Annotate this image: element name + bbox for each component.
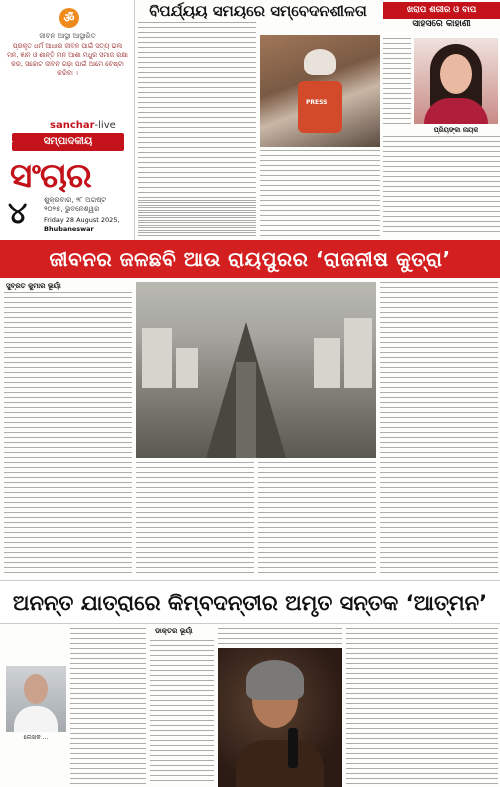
prayer-title: ଜୀବନ ଆସ୍ଥା ଆସ୍ଥାରିତ <box>39 32 96 40</box>
byline-lower: ଡାକ୍ତର ଭୂୟାଁ <box>155 627 193 635</box>
article-disaster-col1b <box>138 200 256 236</box>
author-caption-woman: ପ୍ରିୟଙ୍କା ନାୟକ <box>433 126 479 134</box>
newspaper-logo: ସଂଚାର <box>10 156 91 196</box>
author-photo-man <box>6 666 66 732</box>
masthead <box>0 0 135 240</box>
article-lower-col2 <box>150 640 214 784</box>
article-banner-col2 <box>136 462 254 577</box>
headline-right-bar: ଖରାପ ଶରୀର ଓ ବାପ <box>383 2 500 19</box>
microphone-shape <box>288 728 298 768</box>
odia-date-line1: ଶୁକ୍ରବାର, ୨୮ ଅଗଷ୍ଟ <box>44 196 107 204</box>
rescue-photo <box>260 35 380 147</box>
article-banner-col3 <box>258 462 376 577</box>
site-prefix: sanchar <box>50 120 95 131</box>
article-lower-col4 <box>346 628 498 784</box>
helmet-shape <box>304 49 336 75</box>
building-shape <box>344 318 372 388</box>
headline-disaster: ବିପର୍ଯ୍ୟୟ ସମୟରେ ସମ୍ବେଦନଶୀଳତା <box>149 2 367 20</box>
road-divider-shape <box>236 362 256 458</box>
place-name: Bhubaneswar <box>44 225 94 233</box>
prayer-text: ପ୍ରକୃତ ଧର୍ମ ଆଧାର ଜୀବନ ପାଇଁ ସତ୍ୟ ଭଲ ମନ, ଜ୍ଞାନ ଓ ଶାନ୍ତି ମନ ଆଶା ମଧୁର ସମାଜ ରକ୍ଷା କର, ସଚ୍ଚୋଟ ଜୀବନ ଗଢ଼ା ପାଇଁ ଆମେ ଚେଷ୍ଟା କରିବା । <box>7 42 128 77</box>
odia-date-line2: ୨୦୨୫, ଭୁବନେଶ୍ୱର <box>44 205 100 213</box>
head-shape <box>24 674 48 704</box>
headline-banner: ଜୀବନର ଜଳଛବି ଆଉ ରାୟପୁରର ‘ରାଜନୀଷ କୁତ୍ରା’ <box>0 240 500 278</box>
article-right-col-top <box>383 38 411 128</box>
building-shape <box>314 338 340 388</box>
building-shape <box>142 328 172 388</box>
headline-lower: ଅନନ୍ତ ଯାତ୍ରାରେ କିମ୍ବଦନ୍ତୀର ଅମୃତ ସନ୍ତକ ‘ଆତ୍ମନ’ <box>0 580 500 624</box>
odia-date <box>44 196 106 214</box>
article-lower-col3-top <box>218 628 342 646</box>
author-photo-woman <box>414 38 498 124</box>
city-road-photo <box>136 282 376 458</box>
pen-icon: ✒ <box>4 135 15 149</box>
article-banner-col1 <box>4 292 132 577</box>
author-caption-man: ଲେଖକ ... <box>23 734 49 741</box>
hair-shape <box>246 660 304 700</box>
site-suffix: -live <box>94 120 116 131</box>
vest-text: PRESS <box>306 99 328 106</box>
article-banner-col4 <box>380 282 498 577</box>
byline-banner: ସୁବ୍ରତ କୁମାର ଭୂୟାଁ <box>6 282 61 290</box>
article-lower-col1 <box>70 628 146 784</box>
singer-photo <box>218 648 342 787</box>
om-icon: ॐ <box>59 8 79 28</box>
building-shape <box>176 348 198 388</box>
body-shape <box>236 740 324 787</box>
article-disaster-col2 <box>260 150 380 236</box>
editorial-label: ସମ୍ପାଦକୀୟ <box>12 133 124 151</box>
face-shape <box>440 54 472 94</box>
vest-shape <box>298 81 342 133</box>
page-number: ୪ <box>8 196 28 231</box>
article-right-col <box>383 136 500 236</box>
headline-right-line2: ସାହସରେ କାହାଣୀ <box>412 19 471 29</box>
english-date: Friday 28 August 2025, <box>44 216 120 224</box>
site-link[interactable] <box>50 120 116 131</box>
body-shape <box>14 706 58 732</box>
